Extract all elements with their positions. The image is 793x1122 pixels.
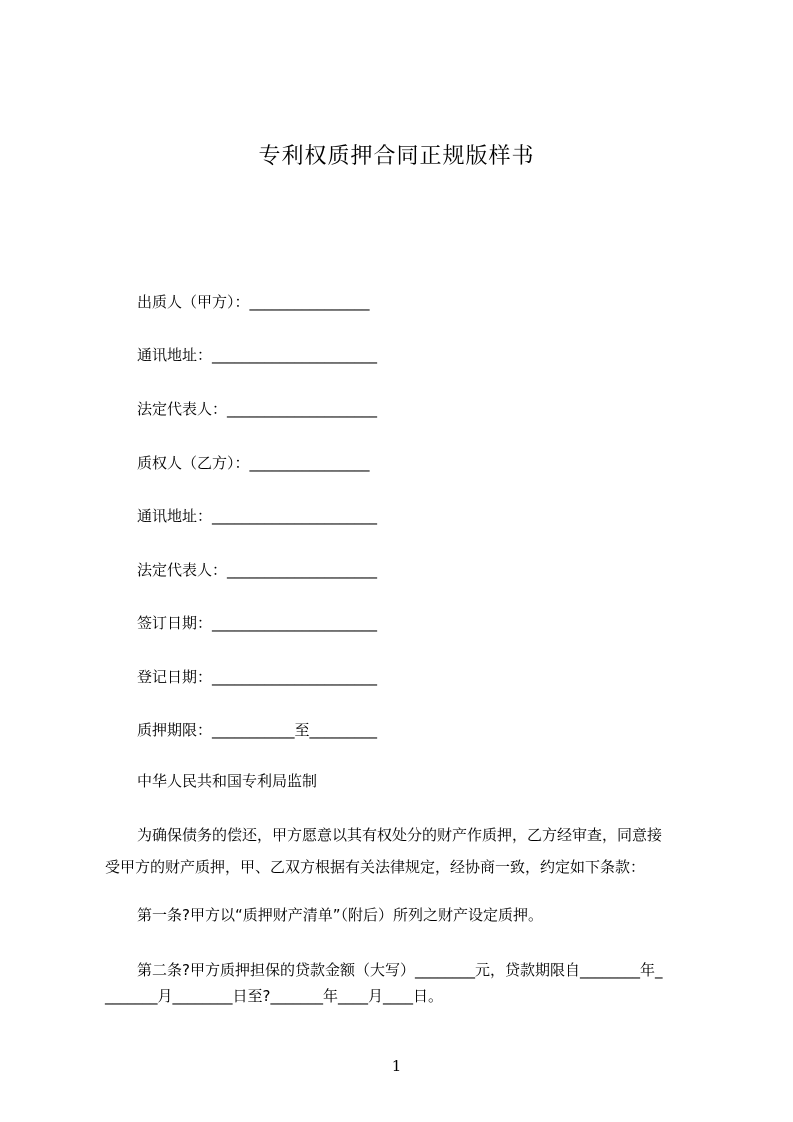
pledgor-field: 出质人（甲方）：________________: [137, 293, 370, 311]
article-2-paragraph: [105, 960, 705, 1018]
pledgee-field: 质权人（乙方）：________________: [137, 454, 370, 472]
document-title: 专利权质押合同正规版样书: [258, 144, 535, 169]
preamble-paragraph: [105, 825, 705, 889]
pledgor-legal-rep-field: 法定代表人：____________________: [137, 400, 378, 418]
pledgee-address-field: 通讯地址：______________________: [137, 507, 378, 525]
article-1: 第一条?甲方以“质押财产清单”（附后）所列之财产设定质押。: [137, 906, 544, 924]
article-2-line-2: _______月________日至?_______年____月____日。: [105, 987, 443, 1005]
pledgee-legal-rep-field: 法定代表人：____________________: [137, 561, 378, 579]
registration-date-field: 登记日期：______________________: [137, 668, 378, 686]
pledge-term-field: 质押期限：___________至_________: [137, 721, 378, 739]
page-number: 1: [391, 1057, 402, 1075]
signing-date-field: 签订日期：______________________: [137, 614, 378, 632]
preamble-line-2: 受甲方的财产质押，甲、乙双方根据有关法律规定，经协商一致，约定如下条款：: [105, 858, 646, 876]
supervision-note: 中华人民共和国专利局监制: [137, 772, 318, 790]
preamble-line-1: 为确保债务的偿还，甲方愿意以其有权处分的财产作质押，乙方经审查，同意接: [137, 826, 663, 844]
pledgor-address-field: 通讯地址：______________________: [137, 346, 378, 364]
article-2-line-1: 第二条?甲方质押担保的贷款金额（大写）________元，贷款期限自________年_: [137, 961, 663, 979]
